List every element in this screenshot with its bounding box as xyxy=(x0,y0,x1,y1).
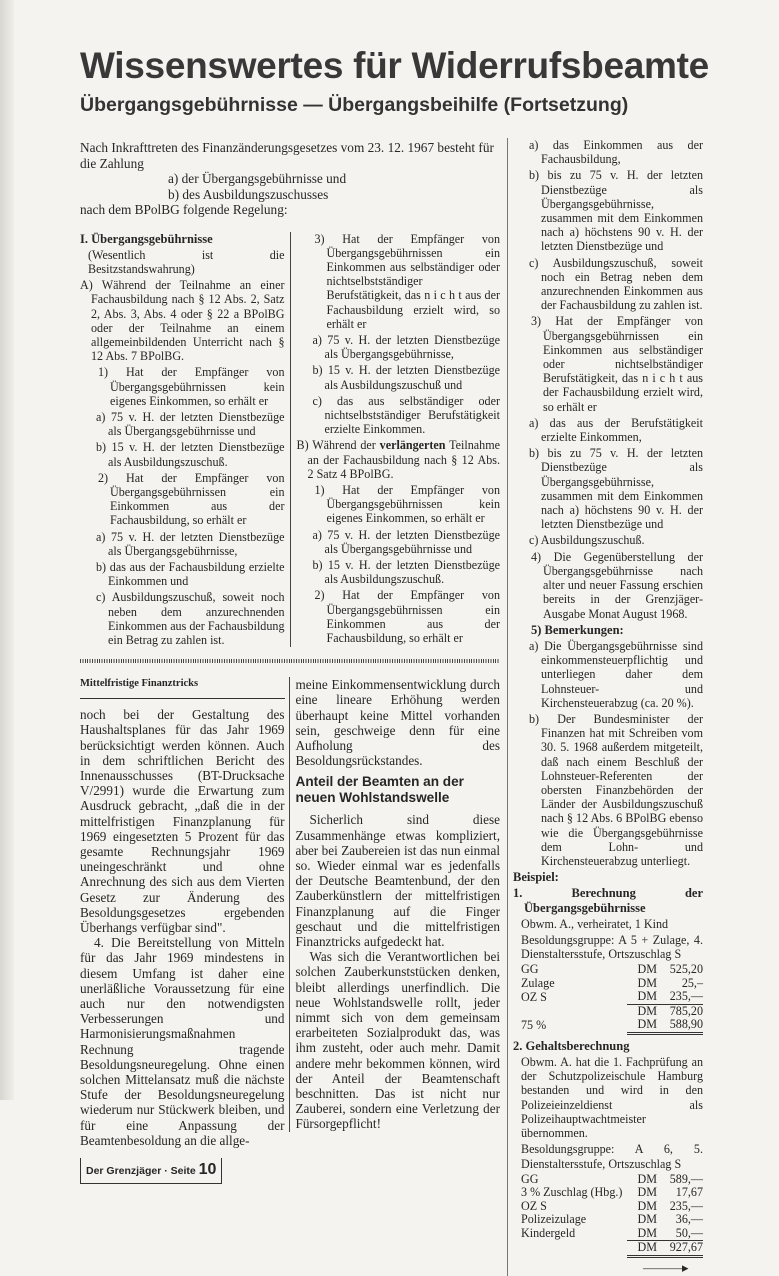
left-flow xyxy=(80,140,500,1184)
paragraph: b) das aus der Fachausbildung erzielte Einkommen und xyxy=(96,559,285,589)
cell-label: OZ S xyxy=(521,989,547,1004)
cell-amount: 36,— xyxy=(675,1212,703,1227)
section-separator xyxy=(80,659,500,663)
table-row xyxy=(521,1227,703,1241)
paragraph: B) Während der verlängerten Teilnahme an der Fachausbildung nach § 12 Abs. 2 Satz 4 BPolBG. xyxy=(296,438,500,481)
paragraph: Obwm. A. hat die 1. Fachprüfung an der Schutzpolizeischule Hamburg bestanden und wird in den Polizeieinzeldienst als Polizeihauptwachtmeister übernommen. xyxy=(521,1055,703,1141)
column-bottom-middle xyxy=(289,677,501,1131)
paragraph: b) bis zu 75 v. H. der letzten Dienstbezüge als Übergangsgebührnisse, zusammen mit dem Einkommen nach a) höchstens 90 v. H. der letzten Dienstbezüge und xyxy=(529,446,703,532)
paragraph: a) das aus der Berufstätigkeit erzielte Einkommen, xyxy=(529,415,703,445)
section-heading: Anteil der Beamten an der neuen Wohlstandswelle xyxy=(295,774,464,806)
cell-cur: DM xyxy=(627,1018,661,1033)
cell-label: OZ S xyxy=(521,1198,547,1213)
paragraph: 2) Hat der Empfänger von Übergangsgebührnissen ein Einkommen aus der Fachausbildung, so erhält er xyxy=(314,588,500,645)
cell-amount: 50,— xyxy=(661,1227,703,1241)
table-row xyxy=(521,1173,703,1187)
page-label: Seite xyxy=(170,1165,196,1178)
paragraph: noch bei der Gestaltung des Haushaltsplanes für das Jahr 1969 berücksichtigt werden können. Auch in dem schriftlichen Bericht des Innenausschusses (BT-Drucksache V/2991) wurde die Erwartung zum Ausdruck gebracht, „daß die in der mittelfristigen Finanzplanung für 1969 eingesetzten 5 Prozent für das gesamte Rechnungsjahr 1969 uneingeschränkt und ohne Anrechnung des sich aus dem Vierten Gesetz zur Änderung des Besoldungsgesetzes ergebenden Überhangs verfügbar sind". xyxy=(80,707,285,936)
cell-cur: DM xyxy=(637,1185,657,1200)
paragraph: 4) Die Gegenüberstellung der Übergangsgebührnisse nach alter und neuer Fassung erschien bereits in der Grenzjäger-Ausgabe Monat August 1968. xyxy=(531,549,703,621)
bottom-section xyxy=(80,677,500,1148)
footer-separator: · xyxy=(164,1165,168,1178)
cell-label: Polizeizulage xyxy=(521,1212,587,1227)
cell-label: GG xyxy=(521,962,539,977)
column-top-left xyxy=(80,232,290,650)
paragraph: b) Der Bundesminister der Finanzen hat mit Schreiben vom 30. 5. 1968 außerdem mitgeteilt, daß nach einem Beschluß der Lohnsteuer-Referenten der obersten Finanzbehörden der Länder der Ausbildungszuschuß nach § 12 Abs. 6 BPolBG ebenso wie die Übergangsgebührnisse dem Lohn- und Kirchensteuerabzug unterliegt. xyxy=(529,711,703,868)
continued-arrow-icon: ———▸ xyxy=(643,1259,689,1275)
cell-label: GG xyxy=(521,1171,539,1186)
cell-cur: DM xyxy=(637,1198,657,1213)
table-row xyxy=(521,963,703,977)
cell-cur: DM xyxy=(637,1212,657,1227)
intro-item-a: a) der Übergangsgebührnisse und xyxy=(168,171,347,186)
table-row xyxy=(521,990,703,1004)
paragraph: Besoldungsgruppe: A 6, 5. Dienstaltersstufe, Ortszuschlag S xyxy=(521,1142,703,1171)
cell-cur: DM xyxy=(637,1171,657,1186)
cell-label: Kindergeld xyxy=(521,1225,576,1240)
cell-amount: 235,— xyxy=(661,990,703,1004)
column-bottom-left xyxy=(80,677,289,1148)
table-row xyxy=(521,1186,703,1200)
cell-cur: DM xyxy=(627,1241,661,1257)
paragraph: 4. Die Bereitstellung von Mitteln für das Jahr 1969 mindestens in diesem Umfang ist daher eine unerläßliche Voraussetzung für eine auch nur den notwendigsten Verbesserungen und Harmonisierungsmaßnahmen Rechnung tragende Besoldungsneuregelung. Ohne einen solchen Mittelansatz muß die nächste Stufe der Besoldungsneuregelung wiederum nur Stückwerk bleiben, und für eine Anpassung der Beamtenbesoldung an die allge- xyxy=(80,935,285,1148)
section-heading: 5) Bemerkungen: xyxy=(531,622,624,637)
page-title: Wissenswertes für Widerrufsbeamte xyxy=(80,45,709,86)
paragraph: Sicherlich sind diese Zusammenhänge etwas kompliziert, aber bei Zaubereien ist das nun einmal so. Wieder einmal war es jedenfalls der Deutsche Beamtenbund, der den Zauberkünstlern der mittelfristigen Finanzplanung auf die Finger geschaut und die mittelfristigen Finanztricks aufgedeckt hat. xyxy=(295,812,500,950)
paragraph: 1) Hat der Empfänger von Übergangsgebührnissen kein eigenes Einkommen, so erhält er xyxy=(314,482,500,526)
section-heading: 2. Gehaltsberechnung xyxy=(513,1038,630,1053)
box-heading: Mittelfristige Finanztricks xyxy=(80,677,285,699)
paragraph: Was sich die Verantwortlichen bei solchen Zauberkunststücken denken, bleibt allerdings unerfindlich. Die neue Wohlstandswelle rollt, jeder nimmt sich von dem gemeinsam erarbeiteten Sozialprodukt das, was ihm zusteht, oder auch mehr. Damit andere mehr bekommen können, wird der Anteil der Beamtenschaft beschnitten. Das ist nicht nur Zauberei, sondern eine Verletzung der Fürsorgepflicht! xyxy=(295,949,500,1132)
paragraph: (Wesentlich ist die Besitzstandswahrung) xyxy=(88,247,285,276)
paragraph: a) 75 v. H. der letzten Dienstbezüge als Übergangsgebührnisse, xyxy=(312,332,500,362)
table-row xyxy=(521,1018,703,1033)
page-subtitle: Übergangsgebührnisse — Übergangsbeihilfe (Fortsetzung) xyxy=(80,94,629,116)
paragraph: Besoldungsgruppe: A 5 + Zulage, 4. Dienstaltersstufe, Ortszuschlag S xyxy=(521,932,703,962)
cell-label: 3 % Zuschlag (Hbg.) xyxy=(521,1185,623,1200)
paragraph: 2) Hat der Empfänger von Übergangsgebührnissen ein Einkommen aus der Fachausbildung, so erhält er xyxy=(98,470,285,528)
cell-amount: 589,— xyxy=(669,1171,703,1186)
cell-label: Zulage xyxy=(521,975,555,990)
paragraph: a) das Einkommen aus der Fachausbildung, xyxy=(529,138,703,167)
intro-paragraph xyxy=(80,140,500,218)
cell-cur: DM xyxy=(627,1227,661,1241)
table-row xyxy=(521,1200,703,1214)
page-footer xyxy=(80,1158,222,1184)
table-row xyxy=(521,977,703,991)
paragraph: meine Einkommensentwicklung durch eine lineare Erhöhung werden überhaupt keine Mittel vorhanden sein, geschweige denn für eine Aufholung des Besoldungsrückstandes. xyxy=(295,677,500,769)
example2-table xyxy=(521,1173,703,1258)
intro-line: Nach Inkrafttreten des Finanzänderungsgesetzes vom 23. 12. 1967 besteht für die Zahlung xyxy=(80,140,494,171)
section-heading: I. Übergangsgebührnisse xyxy=(80,231,213,246)
cell-cur: DM xyxy=(637,975,657,990)
cell-amount: 17,67 xyxy=(675,1185,703,1200)
cell-amount: 588,90 xyxy=(661,1018,703,1033)
paragraph: a) 75 v. H. der letzten Dienstbezüge als Übergangsgebührnisse und xyxy=(312,527,500,556)
paragraph: 1) Hat der Empfänger von Übergangsgebührnissen kein eigenes Einkommen, so erhält er xyxy=(98,365,285,408)
cell-cur: DM xyxy=(637,1003,657,1018)
cell-amount: 235,— xyxy=(669,1198,703,1213)
paragraph: b) bis zu 75 v. H. der letzten Dienstbezüge als Übergangsgebührnisse, zusammen mit dem Einkommen nach a) höchstens 90 v. H. der letzten Dienstbezüge und xyxy=(529,168,703,254)
publication-name: Der Grenzjäger xyxy=(86,1165,162,1178)
top-section xyxy=(80,232,500,650)
paragraph: Obwm. A., verheiratet, 1 Kind xyxy=(521,916,669,931)
intro-line: nach dem BPolBG folgende Regelung: xyxy=(80,202,288,217)
paragraph: b) 15 v. H. der letzten Dienstbezüge als Ausbildungszuschuß und xyxy=(312,363,500,392)
paragraph: A) Während der Teilnahme an einer Fachausbildung nach § 12 Abs. 2, Satz 2, Abs. 3, Abs. 4 oder § 22 a BPolBG oder der Teilnahme an einem allgemeinbildenden Unterricht nach § 12 Abs. 7 BPolBG. xyxy=(80,278,285,364)
cell-cur: DM xyxy=(627,990,661,1004)
section-heading: Beispiel: xyxy=(513,870,559,885)
paragraph: 3) Hat der Empfänger von Übergangsgebührnissen ein Einkommen aus selbständiger oder nichtselbstständiger Berufstätigkeit, das n i c h t aus der Fachausbildung erzielt wird, so erhält er xyxy=(314,231,500,331)
paragraph: a) Die Übergangsgebührnisse sind einkommensteuerpflichtig und unterliegen daher dem Lohnsteuer- und Kirchensteuerabzug (ca. 20 %). xyxy=(529,638,703,710)
paragraph: c) Ausbildungszuschuß, soweit noch ein Betrag neben dem anzurechnenden Einkommen aus der Fachausbildung zu zahlen ist. xyxy=(529,255,703,313)
page-number: 10 xyxy=(198,1161,217,1179)
cell-amount: 785,20 xyxy=(669,1003,703,1018)
paragraph: b) 15 v. H. der letzten Dienstbezüge als Ausbildungszuschuß. xyxy=(96,440,285,469)
cell-amount: 927,67 xyxy=(661,1241,703,1257)
paragraph: a) 75 v. H. der letzten Dienstbezüge als Übergangsgebührnisse, xyxy=(96,529,285,558)
example1-table xyxy=(521,963,703,1035)
paragraph: c) Ausbildungszuschuß, soweit noch neben dem anzurechnenden Einkommen aus der Fachausbildung ein Betrag zu zahlen ist. xyxy=(96,590,285,647)
cell-label xyxy=(521,1004,627,1018)
intro-item-b: b) des Ausbildungszuschusses xyxy=(168,186,329,202)
cell-amount: 525,20 xyxy=(669,962,703,977)
paragraph: c) das aus selbständiger oder nichtselbstständiger Berufstätigkeit erzielte Einkommen. xyxy=(312,393,500,437)
cell-label: 75 % xyxy=(521,1018,547,1033)
scan-edge xyxy=(0,0,14,1100)
table-row xyxy=(521,1004,703,1018)
section-heading: 1. Berechnung der Übergangsgebührnisse xyxy=(513,886,703,915)
table-row xyxy=(521,1241,703,1257)
cell-cur: DM xyxy=(637,962,657,977)
paragraph: b) 15 v. H. der letzten Dienstbezüge als Ausbildungszuschuß. xyxy=(312,557,500,587)
paragraph: a) 75 v. H. der letzten Dienstbezüge als Übergangsgebührnisse und xyxy=(96,409,285,439)
table-row xyxy=(521,1213,703,1227)
paragraph: 3) Hat der Empfänger von Übergangsgebührnissen ein Einkommen aus selbständiger oder nichtselbständiger Berufstätigkeit, das n i c h t aus der Fachausbildung erzielt wird, so erhält er xyxy=(531,314,703,414)
cell-label xyxy=(521,1241,627,1257)
column-right xyxy=(507,138,703,1276)
paragraph: c) Ausbildungszuschuß. xyxy=(529,533,645,548)
cell-amount: 25,– xyxy=(681,975,703,990)
column-top-middle xyxy=(290,232,501,648)
